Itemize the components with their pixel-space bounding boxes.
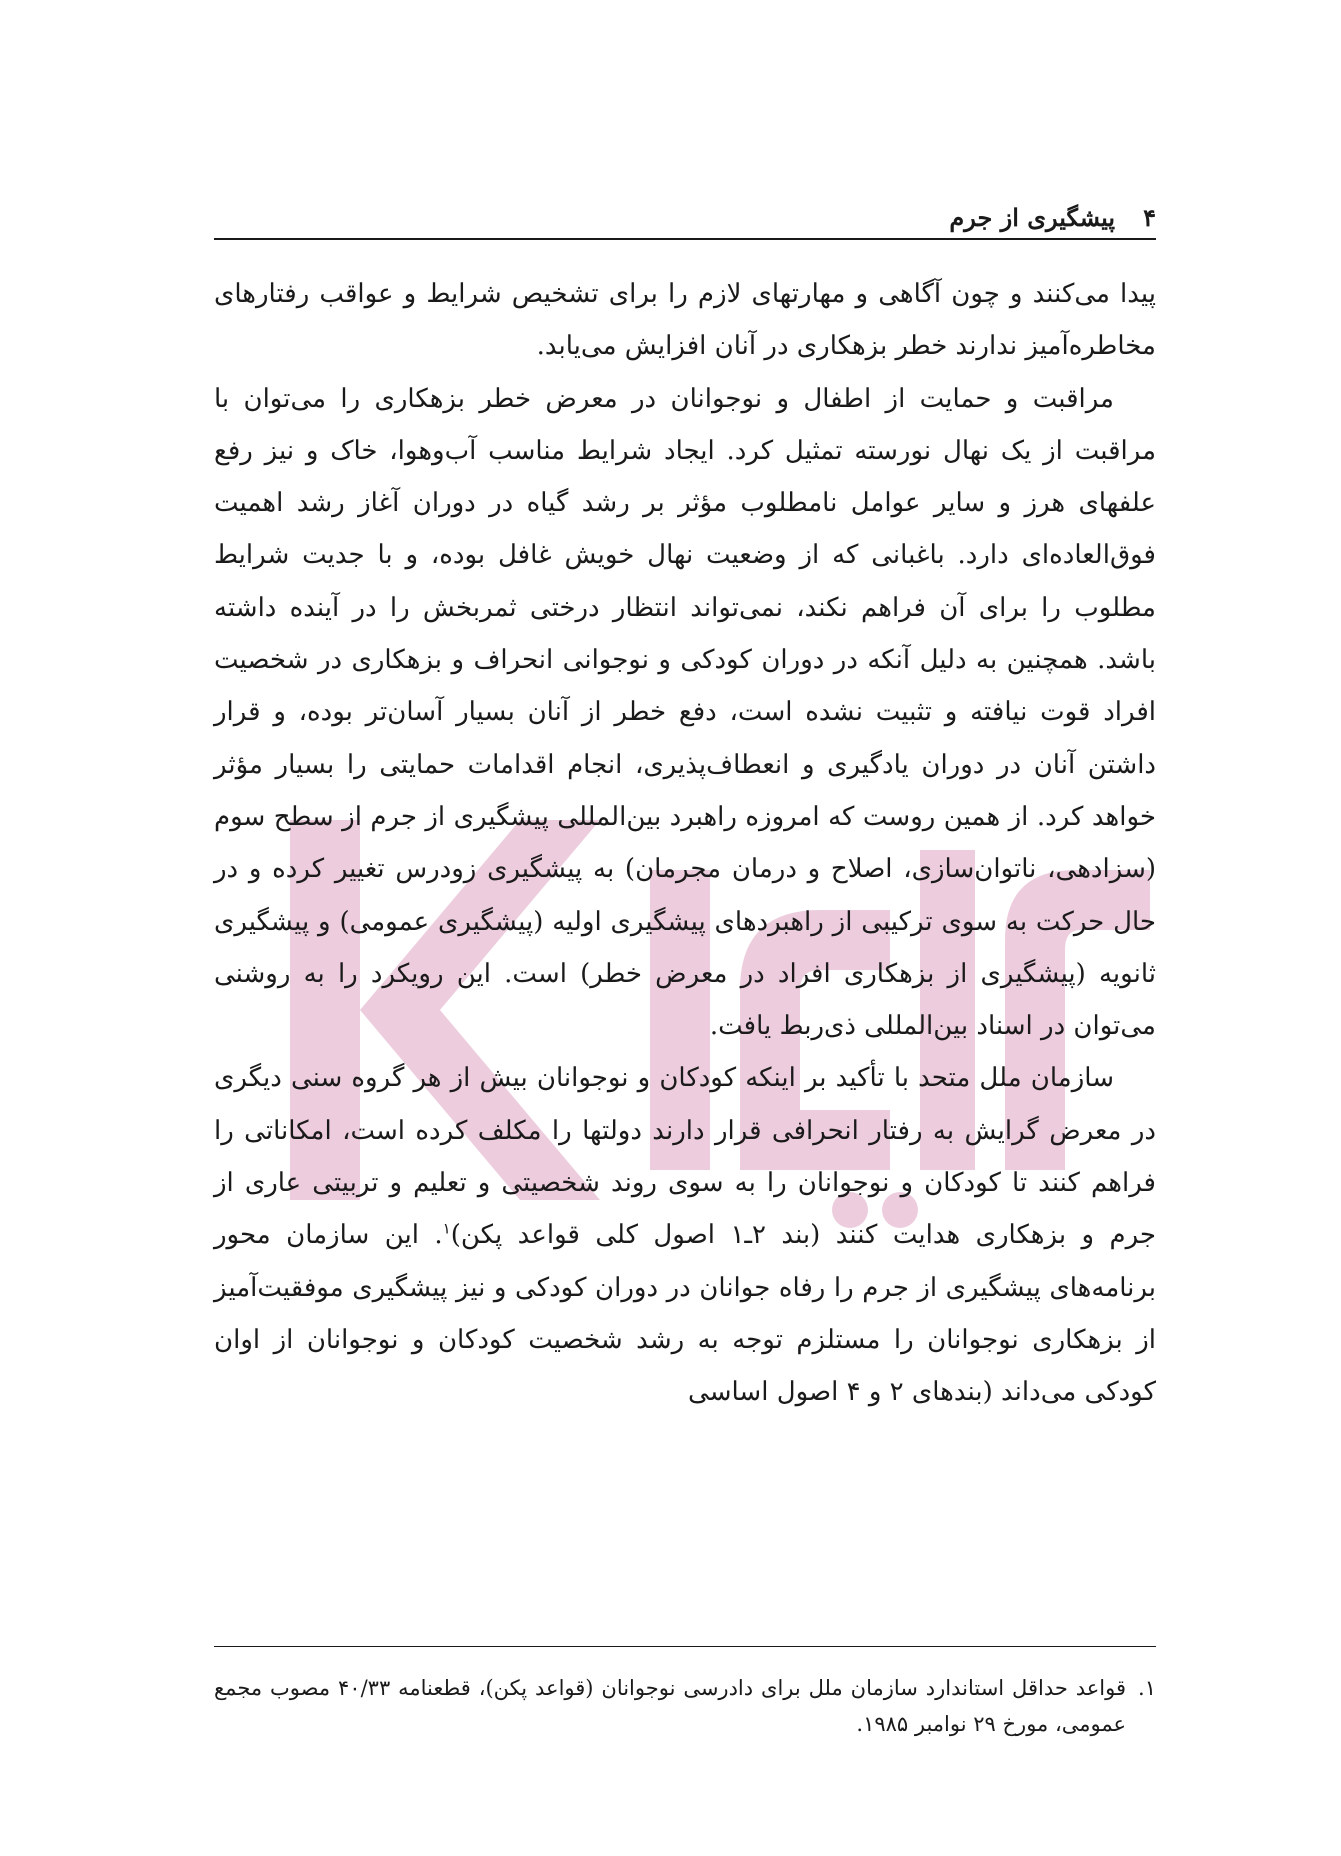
body-text [214, 268, 1156, 1419]
footnote-text: قواعد حداقل استاندارد سازمان ملل برای دادرسی نوجوانان (قواعد پکن)، قطعنامه ۴۰/۳۳ مصوب مجمع عمومی، مورخ ۲۹ نوامبر ۱۹۸۵. [214, 1676, 1127, 1736]
page-header [214, 196, 1156, 240]
paragraph-2: مراقبت و حمایت از اطفال و نوجوانان در معرض خطر بزهکاری را می‌توان با مراقبت از یک نهال نورسته تمثیل کرد. ایجاد شرایط مناسب آب‌وهوا، خاک و نیز رفع علفهای هرز و سایر عوامل نامطلوب مؤثر بر رشد گیاه در دوران آغاز رشد اهمیت فوق‌العاده‌ای دارد. باغبانی که از وضعیت نهال خویش غافل بوده، و با جدیت شرایط مطلوب را برای آن فراهم نکند، نمی‌تواند انتظار درختی ثمربخش را در آینده داشته باشد. همچنین به دلیل آنکه در دوران کودکی و نوجوانی انحراف و بزهکاری در شخصیت افراد قوت نیافته و تثبیت نشده است، دفع خطر از آنان بسیار آسان‌تر بوده، و قرار داشتن آنان در دوران یادگیری و انعطاف‌پذیری، انجام اقدامات حمایتی را بسیار مؤثر خواهد کرد. از همین روست که امروزه راهبرد بین‌المللی پیشگیری از جرم از سطح سوم (سزادهی، ناتوان‌سازی، اصلاح و درمان مجرمان) به پیشگیری زودرس تغییر کرده و در حال حرکت به سوی ترکیبی از راهبردهای پیشگیری اولیه (پیشگیری عمومی) و پیشگیری ثانویه (پیشگیری از بزهکاری افراد در معرض خطر) است. این رویکرد را به روشنی می‌توان در اسناد بین‌المللی ذی‌ربط یافت. [214, 383, 1156, 1042]
footnote-1 [214, 1670, 1156, 1742]
paragraph-3-part-2: . این سازمان محور برنامه‌های پیشگیری از جرم را رفاه جوانان در دوران کودکی و نیز پیشگیری موفقیت‌آمیز از بزهکاری نوجوانان را مستلزم توجه به رشد شخصیت کودکان و نوجوانان از اوان کودکی می‌داند (بندهای ۲ و ۴ اصول اساسی [214, 1220, 1156, 1408]
paragraph-1: پیدا می‌کنند و چون آگاهی و مهارتهای لازم را برای تشخیص شرایط و عواقب رفتارهای مخاطره‌آمیز ندارند خطر بزهکاری در آنان افزایش می‌یابد. [214, 279, 1156, 362]
paragraph-3 [214, 1052, 1156, 1418]
footnote-divider [214, 1646, 1156, 1647]
running-title: پیشگیری از جرم [949, 203, 1116, 232]
paragraph-3-part-1: سازمان ملل متحد با تأکید بر اینکه کودکان و نوجوانان بیش از هر گروه سنی دیگری در معرض گرایش به رفتار انحرافی قرار دارند دولتها را مکلف کرده است، امکاناتی را فراهم کنند تا کودکان و نوجوانان را به سوی روند شخصیتی و تعلیم و تربیتی عاری از جرم و بزهکاری هدایت کنند (بند ۲ـ۱ اصول کلی قواعد پکن) [214, 1063, 1156, 1251]
page-number: ۴ [1143, 203, 1156, 232]
footnotes [214, 1670, 1156, 1742]
footnote-reference[interactable]: ۱ [442, 1219, 451, 1238]
footnote-number: ۱. [1138, 1676, 1156, 1700]
